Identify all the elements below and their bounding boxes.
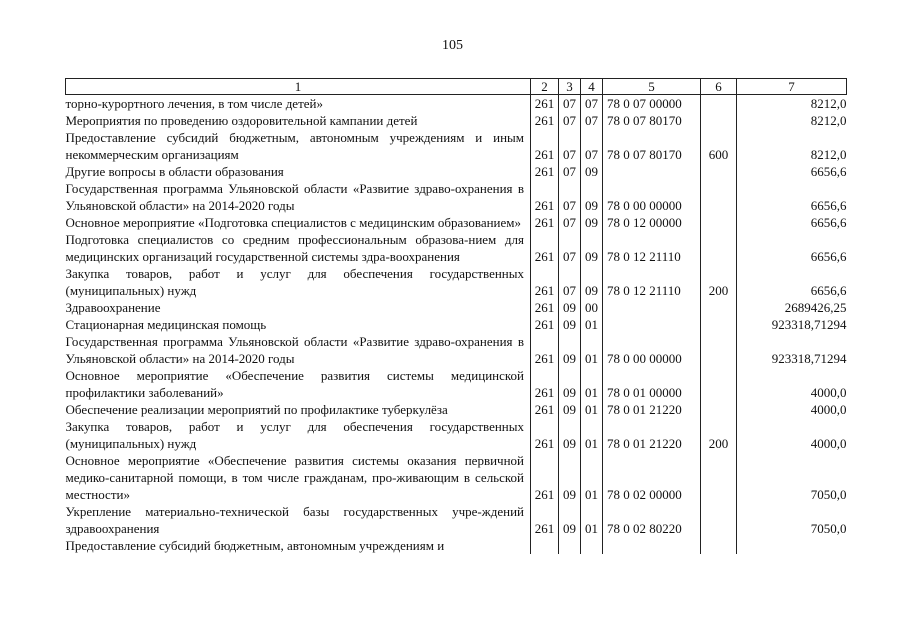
code-grbs: 261 [531, 214, 559, 231]
header-cell: 4 [581, 79, 603, 95]
table-row [66, 503, 847, 537]
code-expense-type [701, 163, 737, 180]
code-grbs [531, 537, 559, 554]
amount: 4000,0 [737, 418, 847, 452]
code-subsection: 07 [581, 112, 603, 129]
item-name: Укрепление материально-технической базы государственных учре-ждений здравоохранения [65, 504, 524, 536]
item-name: Предоставление субсидий бюджетным, автономным учреждениям и [65, 538, 445, 553]
code-section: 09 [559, 299, 581, 316]
code-expense-type [701, 231, 737, 265]
code-expense-type [701, 95, 737, 113]
code-expense-type: 200 [701, 265, 737, 299]
code-grbs: 261 [531, 401, 559, 418]
code-target-article: 78 0 07 00000 [603, 95, 701, 113]
header-cell: 3 [559, 79, 581, 95]
code-expense-type [701, 180, 737, 214]
code-target-article: 78 0 00 00000 [603, 180, 701, 214]
code-subsection: 00 [581, 299, 603, 316]
table-row [66, 231, 847, 265]
item-name: Закупка товаров, работ и услуг для обеспечения государственных (муниципальных) нужд [65, 266, 524, 298]
table-row [66, 163, 847, 180]
item-name: Предоставление субсидий бюджетным, автономным учреждениям и иным некоммерческим организациям [65, 130, 524, 162]
code-grbs: 261 [531, 112, 559, 129]
table-row [66, 129, 847, 163]
code-target-article [603, 316, 701, 333]
amount: 6656,6 [737, 180, 847, 214]
code-subsection: 09 [581, 163, 603, 180]
code-expense-type [701, 367, 737, 401]
code-grbs: 261 [531, 367, 559, 401]
code-expense-type [701, 333, 737, 367]
amount: 8212,0 [737, 95, 847, 113]
item-name: Другие вопросы в области образования [65, 164, 284, 179]
budget-table [65, 78, 847, 554]
code-section: 09 [559, 333, 581, 367]
code-section [559, 537, 581, 554]
amount: 4000,0 [737, 401, 847, 418]
table-row [66, 112, 847, 129]
code-expense-type [701, 112, 737, 129]
code-section: 09 [559, 316, 581, 333]
code-section: 07 [559, 180, 581, 214]
item-name: Государственная программа Ульяновской области «Развитие здраво-охранения в Ульяновской области» на 2014-2020 годы [65, 334, 524, 366]
amount: 6656,6 [737, 265, 847, 299]
code-target-article: 78 0 12 21110 [603, 265, 701, 299]
code-target-article: 78 0 07 80170 [603, 129, 701, 163]
code-target-article [603, 537, 701, 554]
code-subsection: 07 [581, 129, 603, 163]
code-section: 09 [559, 452, 581, 503]
code-target-article: 78 0 00 00000 [603, 333, 701, 367]
code-section: 07 [559, 214, 581, 231]
code-grbs: 261 [531, 299, 559, 316]
code-subsection: 01 [581, 503, 603, 537]
code-section: 09 [559, 401, 581, 418]
code-expense-type [701, 401, 737, 418]
item-name: Основное мероприятие «Обеспечение развития системы оказания первичной медико-санитарной помощи, в том числе гражданам, про-живающим в сельской местности» [65, 453, 524, 502]
code-section: 09 [559, 503, 581, 537]
code-subsection: 09 [581, 180, 603, 214]
code-subsection: 01 [581, 418, 603, 452]
table-row [66, 95, 847, 113]
code-expense-type [701, 214, 737, 231]
code-section: 09 [559, 367, 581, 401]
code-subsection: 09 [581, 214, 603, 231]
code-grbs: 261 [531, 452, 559, 503]
header-cell: 6 [701, 79, 737, 95]
code-subsection: 01 [581, 401, 603, 418]
table-row [66, 401, 847, 418]
amount: 6656,6 [737, 163, 847, 180]
code-grbs: 261 [531, 129, 559, 163]
amount: 6656,6 [737, 214, 847, 231]
header-cell: 7 [737, 79, 847, 95]
item-name: Здравоохранение [65, 300, 161, 315]
code-grbs: 261 [531, 333, 559, 367]
code-section: 09 [559, 418, 581, 452]
table-row [66, 452, 847, 503]
code-grbs: 261 [531, 418, 559, 452]
code-target-article [603, 163, 701, 180]
table-row [66, 333, 847, 367]
table-row [66, 316, 847, 333]
code-expense-type: 200 [701, 418, 737, 452]
code-subsection: 01 [581, 367, 603, 401]
header-row [66, 79, 847, 95]
item-name: Основное мероприятие «Обеспечение развития системы медицинской профилактики заболеваний» [65, 368, 524, 400]
amount: 6656,6 [737, 231, 847, 265]
code-grbs: 261 [531, 163, 559, 180]
code-grbs: 261 [531, 503, 559, 537]
code-expense-type [701, 316, 737, 333]
code-section: 07 [559, 112, 581, 129]
code-expense-type [701, 503, 737, 537]
code-section: 07 [559, 265, 581, 299]
item-name: Основное мероприятие «Подготовка специалистов с медицинским образованием» [65, 215, 521, 230]
header-cell: 1 [66, 79, 531, 95]
code-grbs: 261 [531, 231, 559, 265]
amount: 2689426,25 [737, 299, 847, 316]
amount: 8212,0 [737, 129, 847, 163]
amount: 8212,0 [737, 112, 847, 129]
code-target-article: 78 0 12 21110 [603, 231, 701, 265]
code-subsection: 01 [581, 333, 603, 367]
item-name: Государственная программа Ульяновской области «Развитие здраво-охранения в Ульяновской области» на 2014-2020 годы [65, 181, 524, 213]
amount: 7050,0 [737, 452, 847, 503]
code-target-article: 78 0 01 00000 [603, 367, 701, 401]
page-number: 105 [442, 38, 463, 53]
code-target-article [603, 299, 701, 316]
amount: 923318,71294 [737, 333, 847, 367]
code-section: 07 [559, 129, 581, 163]
code-subsection: 01 [581, 452, 603, 503]
amount: 923318,71294 [737, 316, 847, 333]
code-expense-type: 600 [701, 129, 737, 163]
code-target-article: 78 0 02 00000 [603, 452, 701, 503]
amount: 4000,0 [737, 367, 847, 401]
code-target-article: 78 0 07 80170 [603, 112, 701, 129]
table-row [66, 299, 847, 316]
code-subsection: 09 [581, 231, 603, 265]
code-grbs: 261 [531, 95, 559, 113]
item-name: Закупка товаров, работ и услуг для обеспечения государственных (муниципальных) нужд [65, 419, 524, 451]
amount [737, 537, 847, 554]
code-target-article: 78 0 01 21220 [603, 418, 701, 452]
code-subsection: 07 [581, 95, 603, 113]
code-section: 07 [559, 231, 581, 265]
code-subsection: 09 [581, 265, 603, 299]
code-expense-type [701, 537, 737, 554]
code-target-article: 78 0 12 00000 [603, 214, 701, 231]
code-target-article: 78 0 02 80220 [603, 503, 701, 537]
code-subsection [581, 537, 603, 554]
table-row [66, 214, 847, 231]
code-section: 07 [559, 95, 581, 113]
amount: 7050,0 [737, 503, 847, 537]
code-subsection: 01 [581, 316, 603, 333]
code-expense-type [701, 299, 737, 316]
table-row [66, 537, 847, 554]
header-cell: 2 [531, 79, 559, 95]
item-name: Стационарная медицинская помощь [65, 317, 267, 332]
table-row [66, 180, 847, 214]
code-target-article: 78 0 01 21220 [603, 401, 701, 418]
table-row [66, 418, 847, 452]
item-name: Подготовка специалистов со средним профессиональным образова-нием для медицинских организаций государственной системы здра-воохранения [65, 232, 524, 264]
item-name: Мероприятия по проведению оздоровительной кампании детей [65, 113, 418, 128]
table-row [66, 367, 847, 401]
code-grbs: 261 [531, 316, 559, 333]
code-grbs: 261 [531, 180, 559, 214]
item-name: Обеспечение реализации мероприятий по профилактике туберкулёза [65, 402, 448, 417]
item-name: торно-курортного лечения, в том числе детей» [65, 96, 323, 111]
code-section: 07 [559, 163, 581, 180]
code-expense-type [701, 452, 737, 503]
table-row [66, 265, 847, 299]
header-cell: 5 [603, 79, 701, 95]
code-grbs: 261 [531, 265, 559, 299]
